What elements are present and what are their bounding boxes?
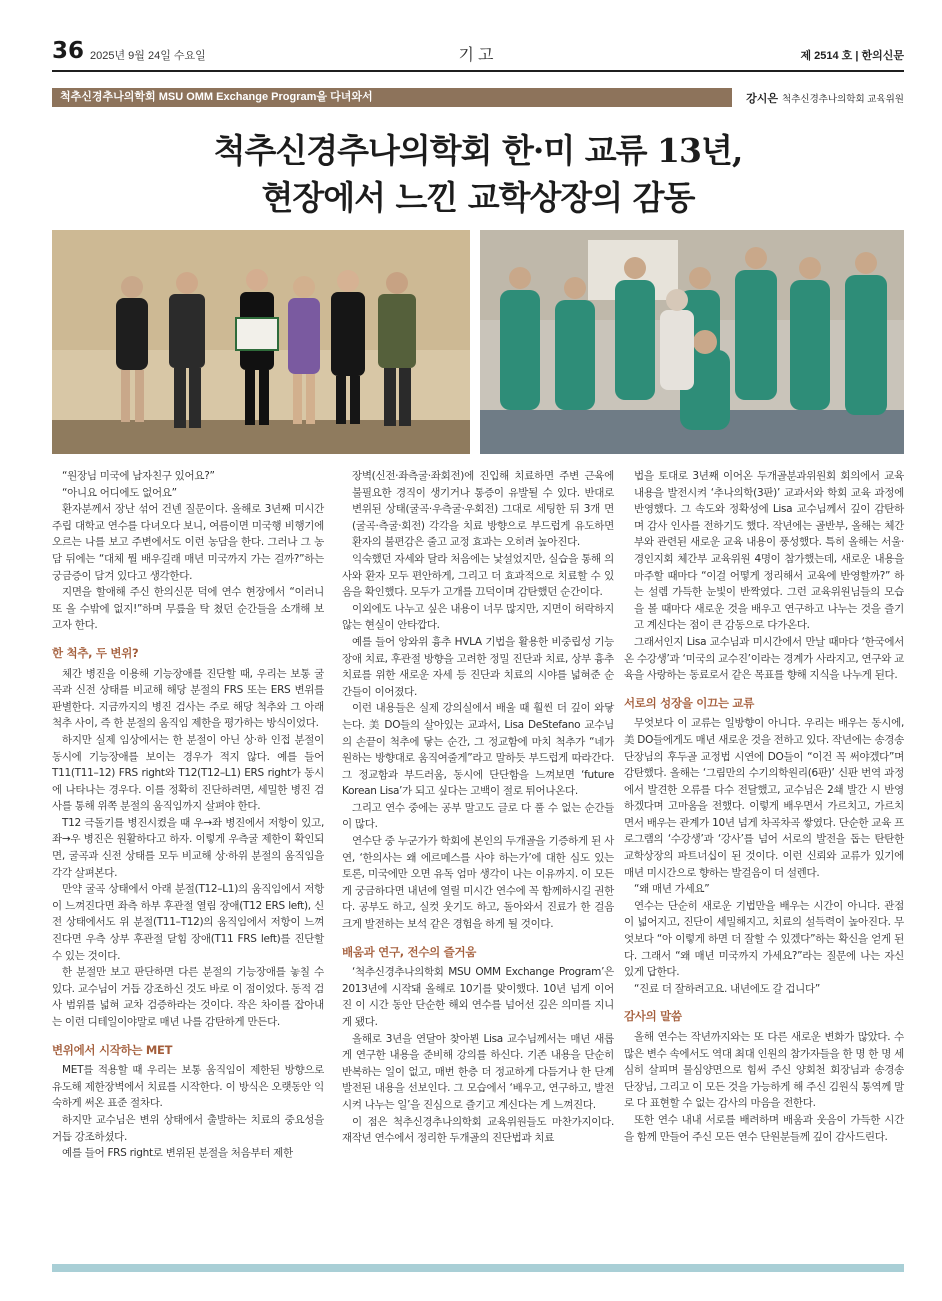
series-band: 척추신경추나의학회 MSU OMM Exchange Program을 다녀와서	[52, 88, 732, 107]
byline	[720, 90, 904, 106]
page-header	[52, 38, 904, 72]
paragraph: 만약 굴곡 상태에서 아래 분절(T12–L1)의 움직임에서 저항이 느껴진다면 좌측 하부 후관절 열림 장애(T12 ERS left), 신전 상태에서도 위 분절(T11–T12)의 움직임에서 저항이 느껴진다면 우측 상부 후관절 닫힘 장애(T11 FRS left)를 진단할 수 있는 것이다.	[52, 883, 324, 962]
headline-line-2: 현장에서 느낀 교학상장의 감동	[261, 178, 695, 217]
paragraph: “진료 더 잘하려고요. 내년에도 갈 겁니다”	[634, 982, 820, 995]
article-column-3	[624, 468, 904, 1145]
paragraph: 그래서인지 Lisa 교수님과 미시간에서 만날 때마다 ‘한국에서 온 수강생’과 ‘미국의 교수진’이라는 경계가 사라지고, 연구와 교육을 사랑하는 동료로서 같은 목표를 향해 지식을 나누게 된다.	[624, 635, 904, 682]
paragraph: 이 점은 척추신경추나의학회 교육위원들도 마찬가지이다. 재작년 연수에서 정리한 두개골의 진단법과 치료	[342, 1115, 614, 1145]
paragraph: 장벽(신전·좌측굴·좌회전)에 진입해 치료하면 주변 근육에 불필요한 경직이 생기거나 통증이 유발될 수 있다. 반대로 변위된 상태(굴곡·우측굴·우회전) 그대로 세팅한 뒤 3개 면(굴곡·측굴·회전) 각각을 치료 방향으로 부드럽게 유도하면 환자의 불편감은 줄고 교정 효과는 오히려 높아진다.	[352, 470, 614, 549]
paragraph: 올해 연수는 작년까지와는 또 다른 새로운 변화가 많았다. 수많은 변수 속에서도 역대 최대 인원의 참가자들을 한 명 한 명 세심히 살피며 물심양면으로 힘써 주신 양회천 회장님과 송경송 단장님, 그리고 이 모든 것을 가능하게 해 주신 김원식 통역께 말로 다 표현할 수 없는 감사의 마음을 전한다.	[624, 1031, 904, 1110]
paragraph: 한 분절만 보고 판단하면 다른 분절의 기능장애를 놓칠 수 있다. 교수님이 거듭 강조하신 것도 바로 이 점이었다. 동적 검사 범위를 넓혀 교차 검증하라는 것이다. 작은 차이를 잡아내는 이런 디테일이야말로 매년 나를 감탄하게 만든다.	[52, 966, 324, 1028]
paragraph: 지면을 할애해 주신 한의신문 덕에 연수 현장에서 “이러니 또 올 수밖에 없지!”하며 무릎을 탁 쳤던 순간들을 소개해 보고자 한다.	[52, 586, 324, 632]
footer-bar	[52, 1264, 904, 1272]
group-photo-icon	[52, 230, 470, 454]
subheading: 배움과 연구, 전수의 즐거움	[342, 944, 477, 959]
paragraph: 연수는 단순히 새로운 기법만을 배우는 시간이 아니다. 관점이 넓어지고, 진단이 세밀해지고, 치료의 설득력이 높아진다. 무엇보다 “아 이렇게 하면 더 잘할 수 있겠다”하는 확신을 얻게 된다. 그래서 “왜 매년 미국까지 가세요?”라는 질문에 나는 자신 있게 답한다.	[624, 899, 904, 979]
paragraph: 그리고 연수 중에는 공부 말고도 글로 다 풀 수 없는 순간들이 많다.	[342, 801, 614, 831]
paragraph: 예를 들어 FRS right로 변위된 분절을 처음부터 제한	[62, 1147, 293, 1160]
article-column-2	[342, 468, 614, 1147]
paragraph: “원장님 미국에 남자친구 있어요?”	[62, 470, 215, 482]
issue-date: 2025년 9월 24일 수요일	[90, 50, 206, 62]
author-name: 강시은	[746, 93, 779, 105]
paragraph: 환자분께서 장난 섞어 건넨 질문이다. 올해로 3년째 미시간 주립 대학교 연수를 다녀오다 보니, 여름이면 미국행 비행기에 오르는 나를 보고 주변에서도 이런 농담을 한다. 그러나 그 농담 뒤에는 “대체 뭘 배우길래 매년 미국까지 가는 걸까?”하는 궁금증이 담겨 있다고 생각한다.	[52, 503, 324, 582]
author-role: 척추신경추나의학회 교육위원	[782, 94, 904, 105]
headline-line-1: 척추신경추나의학회 한·미 교류 13년,	[213, 131, 743, 170]
paragraph: 익숙했던 자세와 달라 처음에는 낯설었지만, 실습을 통해 의사와 환자 모두 편안하게, 그리고 더 효과적으로 치료할 수 있음을 확인했다. 모두가 고개를 끄덕이며 감탄했던 순간이다.	[342, 552, 614, 599]
workshop-photo-icon	[480, 230, 904, 454]
article-column-1	[52, 468, 324, 1162]
paragraph: “아니요 어디에도 없어요”	[62, 486, 177, 499]
paragraph: 하지만 실제 임상에서는 한 분절이 아닌 상·하 인접 분절이 동시에 기능장애를 보이는 경우가 적지 않다. 예를 들어 T11(T11–12) FRS right와 T12(T12–L1) ERS right가 동시에 나타나는 경우다. 이를 정확히 진단하려면, 세밀한 병진 검사를 통해 위쪽 분절의 움직임까지 살펴야 한다.	[52, 733, 324, 813]
paragraph: “왜 매년 가세요”	[634, 883, 710, 896]
paragraph: 연수단 중 누군가가 학회에 본인의 두개골을 기증하게 된 사연, ‘한의사는 왜 에르메스를 사야 하는가’에 대한 심도 있는 토론, 미국에만 오면 유독 엄마 생각이 나는 이유까지. 이 모든 게 궁금하다면 내년에 열릴 미시간 연수에 꼭 함께하시길 권한다. 공부도 하고, 실컷 웃기도 하고, 돌아와서 진료가 한 걸음 크게 발전하는 보석 같은 경험을 하게 될 것이다.	[342, 835, 614, 931]
section-title: 기고	[458, 45, 498, 64]
paragraph: 또한 연수 내내 서로를 배려하며 배움과 웃음이 가득한 시간을 함께 만들어 주신 모든 연수 단원분들께 깊이 감사드린다.	[624, 1113, 904, 1143]
paragraph: ‘척추신경추나의학회 MSU OMM Exchange Program’은 2013년에 시작돼 올해로 10기를 맞이했다. 10년 넘게 이어진 이 시간 동안 단순한 해외 연수를 넘어선 깊은 의미를 지니게 됐다.	[342, 966, 614, 1028]
paragraph: 하지만 교수님은 변위 상태에서 출발하는 치료의 중요성을 거듭 강조하셨다.	[52, 1113, 324, 1143]
paragraph: 체간 병진을 이용해 기능장애를 진단할 때, 우리는 보통 굴곡과 신전 상태를 비교해 해당 분절의 FRS 또는 ERS 변위를 판별한다. 지금까지의 병진 검사는 주로 해당 척추와 그 아래 척추 사이, 즉 한 분절의 움직임 제한을 평가하는 방식이었다.	[52, 667, 324, 730]
paragraph: MET를 적용할 때 우리는 보통 움직임이 제한된 방향으로 유도해 제한장벽에서 치료를 시작한다. 이 방식은 오랫동안 익숙하게 써온 표준 절차다.	[52, 1064, 324, 1110]
paragraph: 이외에도 나누고 싶은 내용이 너무 많지만, 지면이 허락하지 않는 현실이 안타깝다.	[342, 602, 614, 632]
paragraph: 올해로 3년을 연달아 찾아뵌 Lisa 교수님께서는 매년 새롭게 연구한 내용을 준비해 강의를 하신다. 기존 내용을 단순히 반복하는 일이 없고, 매번 한층 더 정교하게 다듬거나 한 단계 발전된 내용을 선보인다. 그 모습에서 ‘배우고, 연구하고, 발전시켜 나누는 일’을 진심으로 즐기고 계신다는 게 느껴진다.	[342, 1032, 614, 1111]
issue-number: 제 2514 호 | 한의신문	[800, 50, 904, 62]
subheading: 감사의 말씀	[624, 1009, 682, 1024]
subheading: 한 척추, 두 변위?	[52, 645, 139, 660]
subheading: 변위에서 시작하는 MET	[52, 1042, 173, 1057]
paragraph: 예를 들어 앙와위 흉추 HVLA 기법을 활용한 비중립성 기능장애 치료, 후관절 방향을 고려한 정밀 진단과 치료, 상부 흉추 치료를 위한 새로운 자세 등 진단과 치료의 시야를 넓혀준 순간들이 이어졌다.	[342, 635, 614, 698]
paragraph: 이런 내용들은 실제 강의실에서 배울 때 훨씬 더 깊이 와닿는다. 美 DO들의 살아있는 교과서, Lisa DeStefano 교수님의 손끝이 척추에 닿는 순간, 그 정교함에 마치 척추가 “네가 원하는 방향대로 움직여줄게”라고 말하듯 부드럽게 따라간다. 그 정교함과 부드러움, 동시에 단단함을 느껴보면 ‘future Korean Lisa’가 되고 싶다는 고백이 절로 튀어나온다.	[342, 702, 614, 798]
paragraph: T12 극돌기를 병진시켰을 때 우→좌 병진에서 저항이 있고, 좌→우 병진은 원활하다고 하자. 이렇게 우측굴 제한이 확인되면, 굴곡과 신전 상태를 모두 비교해 상·하위 분절의 움직임을 각각 살펴본다.	[52, 816, 324, 879]
page-number: 36	[52, 38, 85, 64]
paragraph: 무엇보다 이 교류는 일방향이 아니다. 우리는 배우는 동시에, 美 DO들에게도 매년 새로운 것을 전하고 있다. 작년에는 송경송 단장님의 후두골 교정법 시연에 DO들이 “이건 꼭 써야겠다”며 감탄했다. 올해는 ‘그림만의 수기의학원리(6판)’ 신판 번역 과정에서 발견한 오류를 다수 전달했고, 교수님은 2쇄 발간 시 반영하겠다며 고마움을 전했다. 이렇게 배우면서 가르치고, 가르치면서 배우는 관계가 10년 넘게 차곡차곡 쌓였다. 단순한 교육 프로그램의 ‘수강생’과 ‘강사’를 넘어 서로의 발전을 돕는 탄탄한 교학상장의 파트너십이 된 것이다. 이런 신뢰와 교류가 있기에 매년 미시간으로 향하는 발걸음이 더 설렌다.	[624, 717, 904, 879]
paragraph: 법을 토대로 3년째 이어온 두개골분과위원회 회의에서 교육 내용을 발전시켜 ‘추나의학(3판)’ 교과서와 학회 교육 과정에 반영했다. 그 속도와 정확성에 Lisa 교수님께서 깊이 감탄하며 감사 인사를 전하기도 했다. 작년에는 골반부, 올해는 체간부와 관련된 새로운 교육 내용이 풍성했다. 특히 올해는 서울·경인지회 체간부 교육위원 4명이 참가했는데, 새로운 내용을 마주할 때마다 “이걸 어떻게 정리해서 교육에 반영할까?” 하는 설렘 가득한 눈빛이 반짝였다. 그런 교육위원님들의 모습을 볼 때마다 새로운 것을 배우고 연구하고 나누는 것을 즐기고 계신다는 점이 큰 감동으로 다가온다.	[634, 470, 904, 632]
subheading: 서로의 성장을 이끄는 교류	[624, 695, 755, 710]
